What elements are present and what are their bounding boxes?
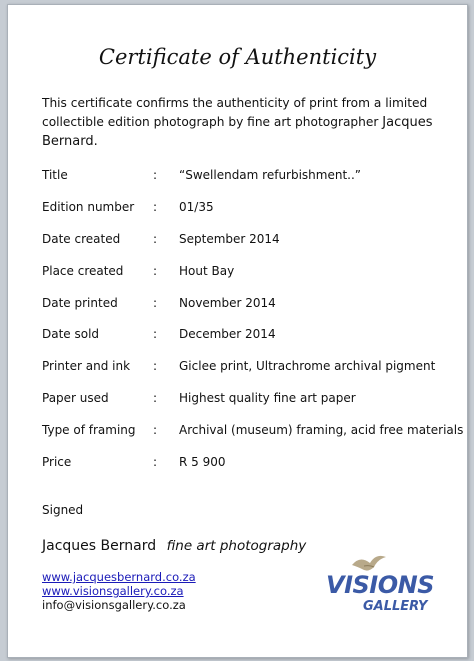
- visions-gallery-logo: [326, 551, 444, 625]
- detail-value: “Swellendam refurbishment..”: [179, 168, 362, 182]
- signed-label: Signed: [42, 503, 84, 517]
- detail-separator: :: [153, 200, 158, 214]
- detail-label: Type of framing: [42, 423, 136, 437]
- website-link-visionsgallery[interactable]: www.visionsgallery.co.za: [42, 584, 184, 598]
- certificate-page: [7, 4, 468, 658]
- detail-label: Edition number: [42, 200, 135, 214]
- detail-separator: :: [153, 455, 158, 469]
- detail-separator: :: [153, 359, 158, 373]
- logo-subtext: GALLERY: [363, 599, 428, 614]
- detail-separator: :: [153, 264, 158, 278]
- website-link-jacquesbernard[interactable]: www.jacquesbernard.co.za: [42, 570, 196, 584]
- email-address: info@visionsgallery.co.za: [42, 598, 186, 612]
- detail-separator: :: [153, 232, 158, 246]
- detail-separator: :: [153, 168, 158, 182]
- detail-separator: :: [153, 296, 158, 310]
- detail-value: 01/35: [179, 200, 214, 214]
- detail-separator: :: [153, 423, 158, 437]
- certificate-title: Certificate of Authenticity: [98, 45, 377, 69]
- detail-separator: :: [153, 391, 158, 405]
- logo-wordmark: VISIONS: [326, 571, 434, 599]
- detail-value: Archival (museum) framing, acid free materials: [179, 423, 464, 437]
- photographer-name: Jacques Bernard.: [42, 115, 433, 149]
- detail-separator: :: [153, 327, 158, 341]
- intro-text: This certificate confirms the authenticity of print from a limited collectible edition photograph by fine art photographer: [42, 96, 428, 129]
- detail-value: December 2014: [179, 327, 276, 341]
- detail-label: Date printed: [42, 296, 118, 310]
- detail-value: R 5 900: [179, 455, 226, 469]
- intro-paragraph: [42, 94, 442, 151]
- detail-label: Date sold: [42, 327, 100, 341]
- detail-label: Paper used: [42, 391, 109, 405]
- signature-line: [42, 538, 306, 554]
- detail-label: Printer and ink: [42, 359, 131, 373]
- detail-value: Giclee print, Ultrachrome archival pigment: [179, 359, 436, 373]
- detail-value: Hout Bay: [179, 264, 235, 278]
- detail-value: September 2014: [179, 232, 280, 246]
- signature-name: Jacques Bernard: [42, 538, 157, 554]
- detail-label: Place created: [42, 264, 124, 278]
- detail-label: Price: [42, 455, 72, 469]
- detail-value: November 2014: [179, 296, 276, 310]
- signature-tagline: fine art photography: [166, 538, 307, 554]
- detail-label: Date created: [42, 232, 121, 246]
- detail-label: Title: [42, 168, 68, 182]
- detail-value: Highest quality fine art paper: [179, 391, 356, 405]
